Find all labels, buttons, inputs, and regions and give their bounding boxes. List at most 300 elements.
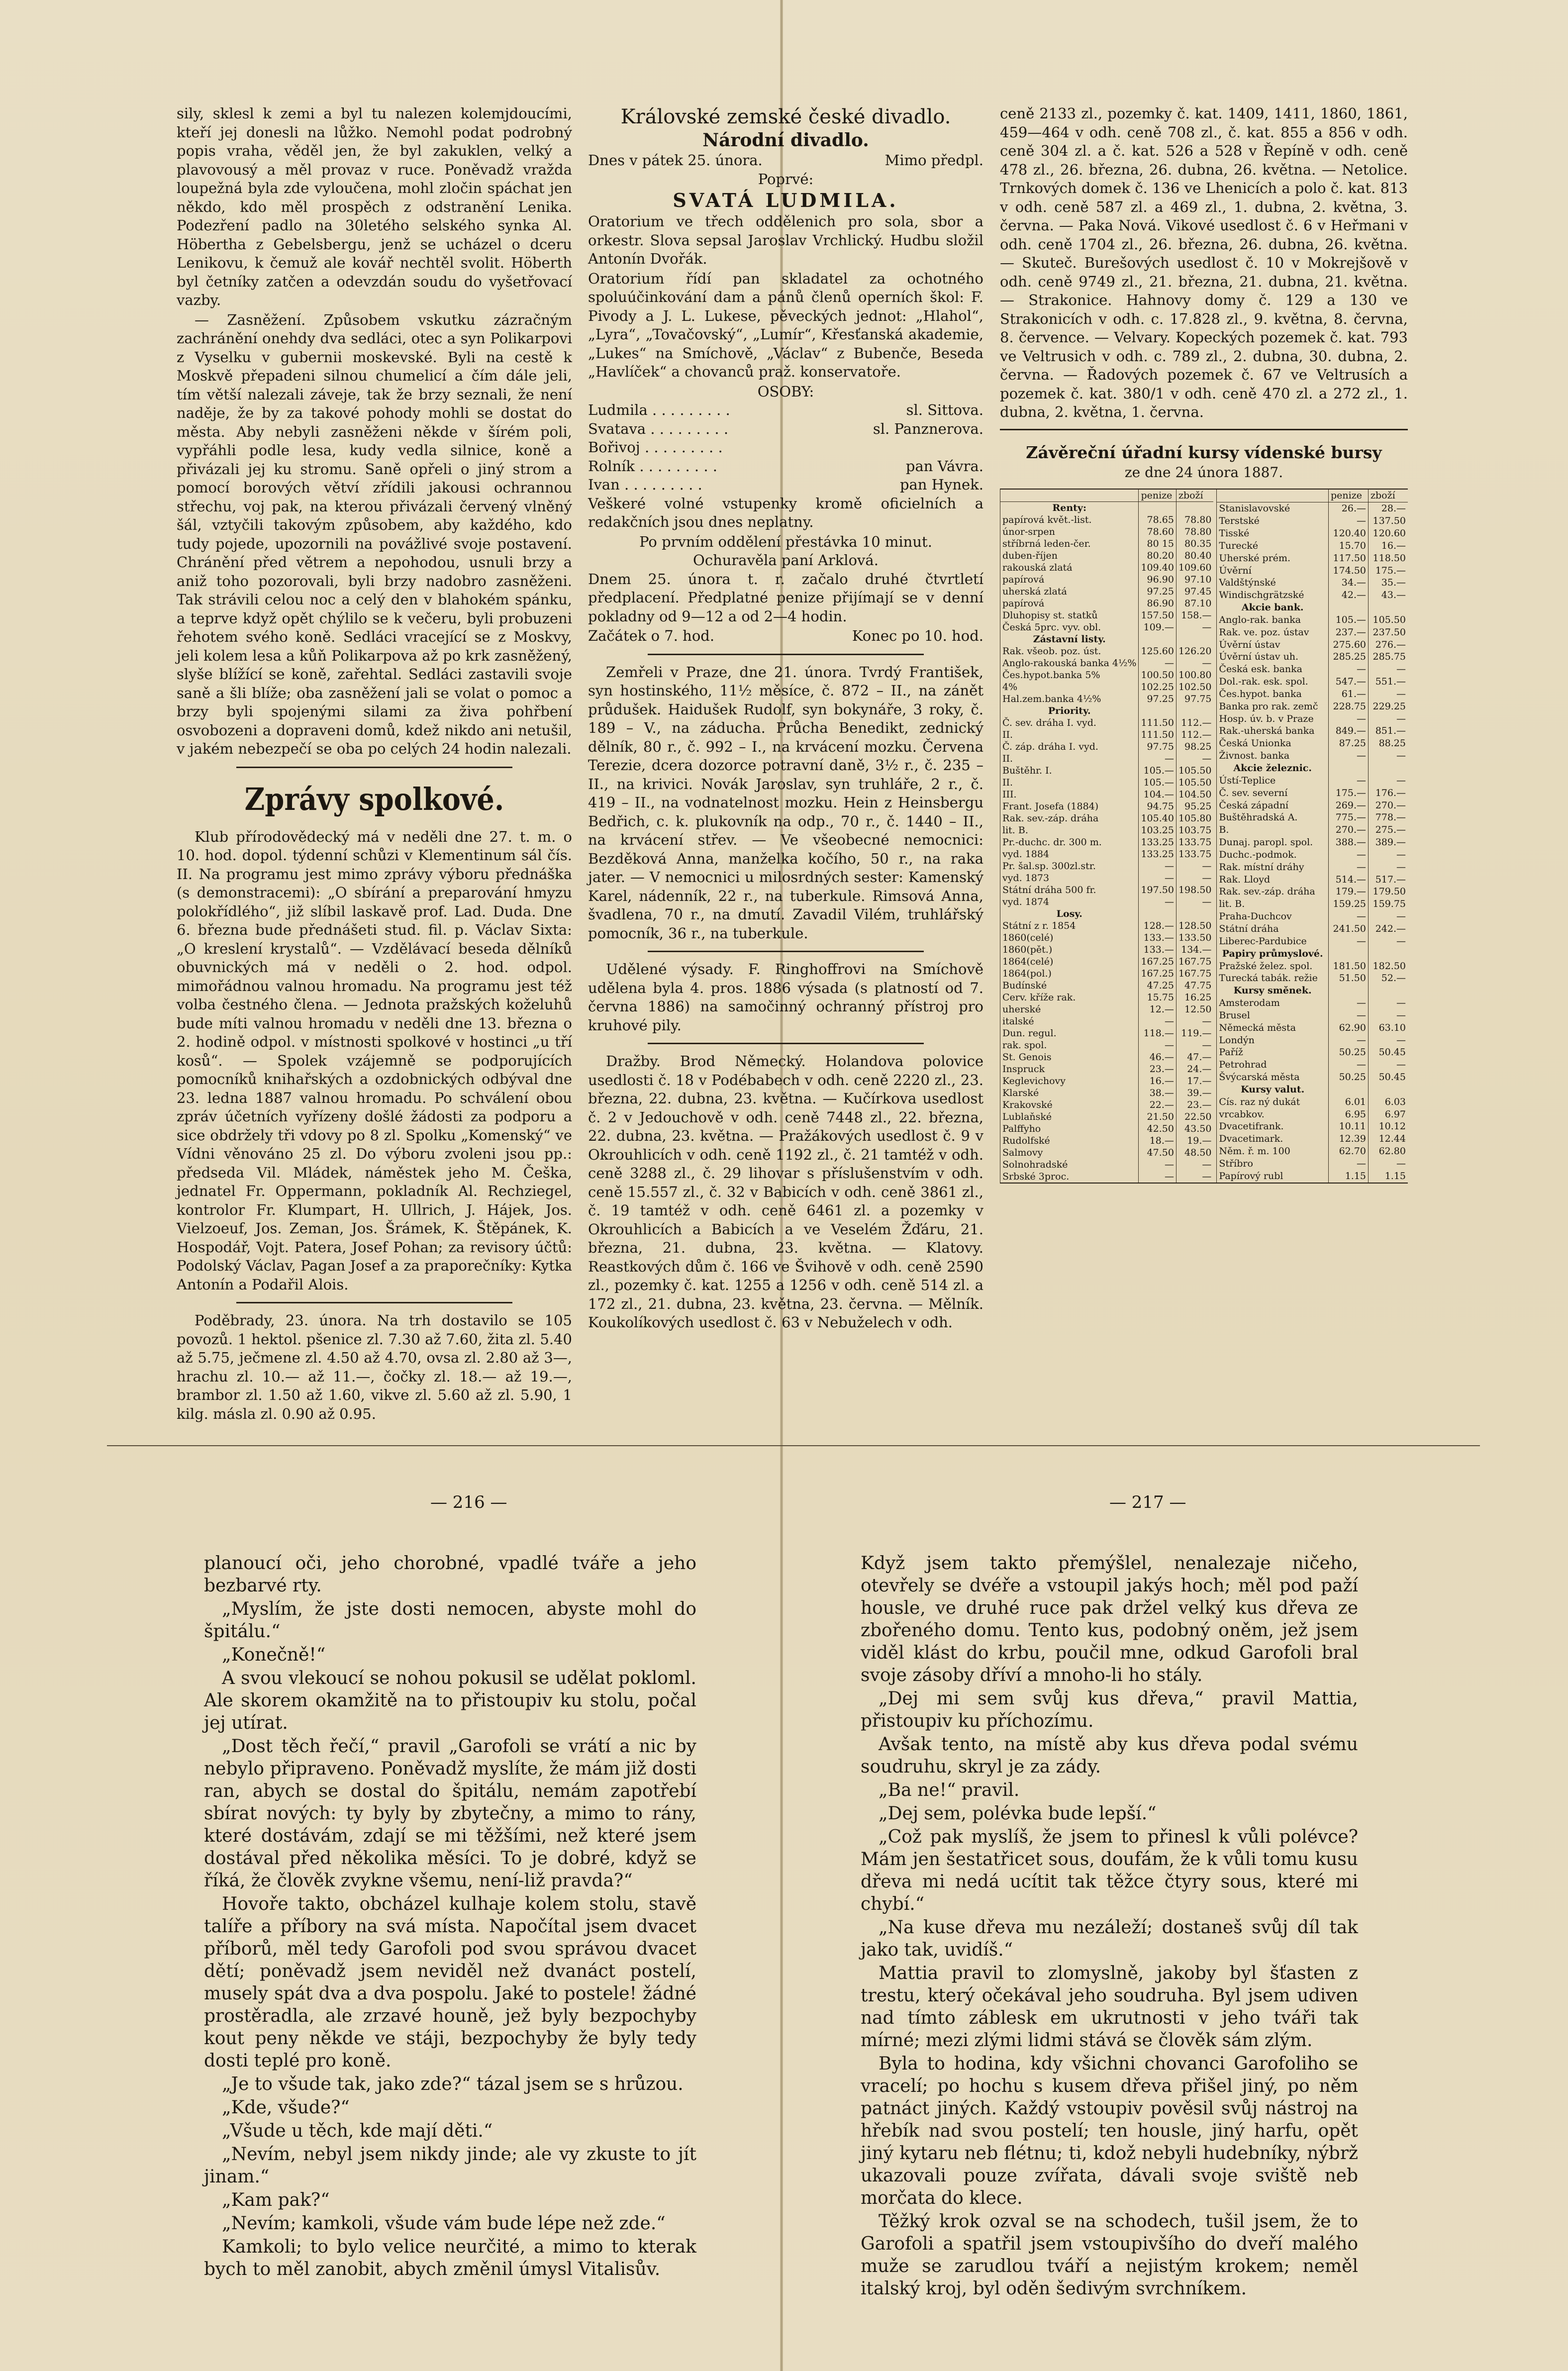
bursa-value: 39.— bbox=[1176, 1087, 1213, 1099]
bursa-item: Buštěhr. I. bbox=[1000, 765, 1139, 777]
bursa-row bbox=[1000, 1015, 1214, 1027]
illness-note: Ochuravěla paní Arklová. bbox=[693, 552, 879, 569]
bursa-row bbox=[1000, 514, 1214, 526]
bursa-value: 62.90 bbox=[1328, 1021, 1368, 1034]
bursa-item: 1860(celé) bbox=[1000, 932, 1139, 944]
bursa-row bbox=[1217, 564, 1408, 577]
bursa-item: Keglevichovy bbox=[1000, 1075, 1139, 1087]
bursa-value bbox=[1139, 502, 1176, 514]
bursa-value: 197.50 bbox=[1139, 884, 1176, 896]
bursa-value: 112.— bbox=[1176, 729, 1213, 741]
bursa-item: II. bbox=[1000, 777, 1139, 789]
bursa-value: 118.— bbox=[1139, 1027, 1176, 1039]
bursa-value: — bbox=[1369, 861, 1408, 873]
pause-note: Po prvním oddělení přestávka 10 minut. bbox=[639, 533, 932, 550]
bursa-value: 43.50 bbox=[1176, 1123, 1213, 1135]
bursa-header-cell: zboží bbox=[1176, 490, 1213, 502]
bursa-value: 133.75 bbox=[1176, 836, 1213, 848]
bursa-item: Kursy valut. bbox=[1217, 1084, 1329, 1096]
bursa-item: Státní dráha bbox=[1217, 923, 1329, 935]
bursa-row bbox=[1000, 1147, 1214, 1159]
bursa-item: II. bbox=[1000, 753, 1139, 765]
bursa-value: 111.50 bbox=[1139, 729, 1176, 741]
bursa-value: 80.40 bbox=[1176, 550, 1213, 562]
bursa-value: 12.39 bbox=[1328, 1133, 1368, 1145]
story-paragraph: „Což pak myslíš, že jsem to přinesl k vůli polévce? Mám jen šestatřicet sous, doufám, že k vůli tomu kusu dřeva mi nedá ucítit tak těžce čtyry sous, které mi chybí.“ bbox=[861, 1827, 1358, 1914]
bursa-item: Valdštýnské bbox=[1217, 577, 1329, 589]
bursa-row bbox=[1000, 1171, 1214, 1183]
bursa-row bbox=[1000, 812, 1214, 824]
bursa-row bbox=[1217, 836, 1408, 849]
bursa-value: 78.80 bbox=[1176, 526, 1213, 538]
bursa-row bbox=[1000, 1135, 1214, 1147]
story-paragraph: Těžký krok ozval se na schodech, tušil jsem, že to Garofoli a spatřil jsem vstoupivšího do dveří malého muže se zarudlou tváří a nejistým krokem; neměl italský kroj, byl oděn šedivým svrchníkem. bbox=[861, 2211, 1358, 2299]
bursa-item: Brusel bbox=[1217, 1009, 1329, 1021]
bursa-row bbox=[1217, 762, 1408, 775]
bursa-item: Úvěrní bbox=[1217, 564, 1329, 577]
bursa-item: 4% bbox=[1000, 681, 1139, 693]
bursa-item: Banka pro rak. zemč bbox=[1217, 700, 1329, 712]
bursa-value: 80 15 bbox=[1139, 538, 1176, 550]
cast-role: Bořivoj . . . . . . . . . bbox=[588, 439, 723, 456]
bursa-value: 198.50 bbox=[1176, 884, 1213, 896]
bursa-row bbox=[1217, 972, 1408, 985]
divider bbox=[648, 654, 924, 655]
bursa-value: 46.— bbox=[1139, 1051, 1176, 1063]
bursa-row bbox=[1000, 980, 1214, 991]
bursa-value: 12.50 bbox=[1176, 1003, 1213, 1015]
upper-column-1 bbox=[177, 104, 572, 1422]
bursa-item: Švýcarská města bbox=[1217, 1071, 1329, 1084]
bursa-row bbox=[1217, 861, 1408, 873]
bursa-value: 43.— bbox=[1369, 589, 1408, 601]
bursa-value: 276.— bbox=[1369, 638, 1408, 651]
bursa-row bbox=[1217, 799, 1408, 811]
story-paragraph: planoucí oči, jeho chorobné, vpadlé tváře a jeho bezbarvé rty. bbox=[204, 1553, 696, 1596]
bursa-item: Stříbro bbox=[1217, 1158, 1329, 1170]
story-paragraph: „Dej sem, polévka bude lepší.“ bbox=[879, 1803, 1157, 1824]
bursa-item: vrcabkov. bbox=[1217, 1108, 1329, 1120]
story-paragraph: Hovoře takto, obcházel kulhaje kolem stolu, stavě talíře a příbory na svá místa. Napočítal jsem dvacet příborů, měl tedy Garofoli pod svou správou dvacet dětí; poněvadž jsem neviděl než dvanáct postelí, musely spát dva a dva pospolu. Jaké to postele! žádné prostěradla, ale zrzavé houně, jež byly bezpochyby kout peny někde ve stáji, bezpochyby že byly tedy dosti teplé pro koně. bbox=[204, 1894, 696, 2071]
bursa-value: 97.45 bbox=[1176, 586, 1213, 597]
article-podebrady: Poděbrady, 23. února. Na trh dostavilo se 105 povozů. 1 hektol. pšenice zl. 7.30 až 7.60, žita zl. 5.40 až 5.75, ječmene zl. 4.50 až 4.70, ovsa zl. 2.80 až 3—, hrachu zl. 10.— až 11.—, čočky zl. 18.— až 19.—, brambor zl. 1.50 až 1.60, vikve zl. 5.60 až zl. 5.90, 1 kilg. másla zl. 0.90 až 0.95. bbox=[177, 1312, 572, 1422]
bursa-value: 105.50 bbox=[1176, 765, 1213, 777]
bursa-item: Pr. šal.sp. 300zl.str. bbox=[1000, 860, 1139, 872]
bursa-item: II. bbox=[1000, 729, 1139, 741]
bursa-value: 97.75 bbox=[1176, 693, 1213, 705]
story-paragraph: Avšak tento, na místě aby kus dřeva podal svému soudruhu, skryl je za zády. bbox=[861, 1734, 1358, 1777]
premiere-label: Poprvé: bbox=[758, 170, 814, 188]
bursa-row bbox=[1217, 1046, 1408, 1059]
bursa-item: Terstské bbox=[1217, 515, 1329, 527]
bursa-value: 104.50 bbox=[1176, 789, 1213, 800]
bursa-value: 159.75 bbox=[1369, 898, 1408, 910]
bursa-value: — bbox=[1369, 712, 1408, 725]
bursa-item: Dol.-rak. esk. spol. bbox=[1217, 676, 1329, 688]
bursa-item: Česká esk. banka bbox=[1217, 663, 1329, 676]
bursa-value: 514.— bbox=[1328, 873, 1368, 886]
bursa-value: 47.50 bbox=[1139, 1147, 1176, 1159]
bursa-row bbox=[1217, 1145, 1408, 1158]
bursa-row bbox=[1217, 774, 1408, 787]
story-paragraph: Kamkoli; to bylo velice neurčité, a mimo to kterak bych to měl zanobit, abych změnil úmysl Vitalisův. bbox=[204, 2237, 696, 2279]
cast-row bbox=[588, 476, 983, 494]
story-paragraph: Když jsem takto přemýšlel, nenalezaje ničeho, otevřely se dvéře a vstoupil jakýs hoch; měl pod paží housle, ve druhé ruce pak držel velký kus dřeva ze zbořeného domu. Tento kus, podobný oněm, jež jsem viděl klást do krbu, poučil mne, odkud Garofoli bral svoje zásoby dříví a mnoho-li ho stály. bbox=[861, 1553, 1358, 1685]
bursa-item: Priority. bbox=[1000, 705, 1139, 717]
cast-actor: pan Vávra. bbox=[905, 457, 983, 475]
bursa-value: 181.50 bbox=[1328, 960, 1368, 972]
bursa-value: — bbox=[1369, 849, 1408, 861]
bursa-row bbox=[1217, 651, 1408, 663]
cast-row bbox=[588, 438, 983, 457]
bursa-item: Rak.-uherská banka bbox=[1217, 725, 1329, 737]
bursa-value: 104.— bbox=[1139, 789, 1176, 800]
bursa-value: 851.— bbox=[1369, 725, 1408, 737]
bursa-item: Úvěrní ústav uh. bbox=[1217, 651, 1329, 663]
divider bbox=[236, 767, 512, 768]
story-paragraph: Byla to hodina, kdy všichni chovanci Garofoliho se vracelí; po hochu s kusem dřeva přišel jiný, po něm patnáct jiných. Každý vstoupiv pověsil svůj nástroj na hřebík nad svou postelí; ten housle, jiný harfu, opět jiný kytaru neb flétnu; ti, kdož nebyli hudebníky, nýbrž ukazovali pouze zvířata, dávali svoje sviště neb morčata do klece. bbox=[861, 2054, 1358, 2208]
bursa-item: Kursy směnek. bbox=[1217, 985, 1329, 997]
article-vysady: Udělené výsady. F. Ringhoffrovi na Smíchově udělena byla 4. pros. 1886 výsada (s platností od 7. června 1886) na samočinný ochranný přístroj pro kruhové pily. bbox=[588, 961, 983, 1034]
bursa-row bbox=[1000, 1159, 1214, 1171]
bursa-value: 6.03 bbox=[1369, 1095, 1408, 1108]
bursa-value: — bbox=[1176, 1159, 1213, 1171]
cast-role: Ivan . . . . . . . . . bbox=[588, 476, 702, 493]
bursa-value bbox=[1139, 705, 1176, 717]
bursa-row bbox=[1217, 552, 1408, 564]
bursa-value: 10.12 bbox=[1369, 1120, 1408, 1133]
bursa-value: — bbox=[1369, 688, 1408, 700]
bursa-row bbox=[1217, 502, 1408, 514]
article-drazby: Dražby. Brod Německý. Holandova polovice usedlosti č. 18 v Podébabech v odh. ceně 2220 zl., 23. března, 22. dubna, 23. května. — Kučírkova usedlost č. 2 v Jedouchově v odh. ceně 7448 zl., 22. března, 22. dubna, 23. května. — Pražákových usedlost č. 9 v Okrouhlicích v odh. ceně 1192 zl., č. 21 tamtéž v odh. ceně 3288 zl., č. 29 lihovar s příslušenstvím v odh. ceně 15.557 zl., č. 32 v Babicích v odh. ceně 3861 zl., č. 19 tamtéž v odh. ceně 6461 zl. a pozemky v Okrouhlicích a Babicích a ve Veselém Žďáru, 21. března, 21. dubna, 23. května. — Klatovy. Reastkových dům č. 166 ve Švihově v odh. ceně 2590 zl., pozemky č. kat. 1255 a 1256 v odh. ceně 514 zl. a 172 zl., 21. dubna, 23. května, 23. června. — Mělník. Koukolíkových usedlost č. 63 v Nebuželech v odh. bbox=[588, 1053, 983, 1331]
bursa-row bbox=[1000, 645, 1214, 657]
bursa-value: 48.50 bbox=[1176, 1147, 1213, 1159]
bursa-item: Dvacetifrank. bbox=[1217, 1120, 1329, 1133]
bursa-item: lit. B. bbox=[1000, 824, 1139, 836]
bursa-row bbox=[1217, 737, 1408, 750]
cast-role: Svatava . . . . . . . . . bbox=[588, 420, 729, 437]
bursa-item: Amsterodam bbox=[1217, 997, 1329, 1009]
bursa-row bbox=[1217, 787, 1408, 799]
bursa-item: Akcie bank. bbox=[1217, 601, 1329, 614]
story-paragraph: „Dej mi sem svůj kus dřeva,“ pravil Mattia, přistoupiv ku příchozímu. bbox=[861, 1688, 1358, 1731]
bursa-row bbox=[1000, 848, 1214, 860]
bursa-value: — bbox=[1328, 997, 1368, 1009]
bursa-row bbox=[1000, 1075, 1214, 1087]
bursa-row bbox=[1217, 935, 1408, 947]
bursa-value: 117.50 bbox=[1328, 552, 1368, 564]
divider bbox=[236, 1302, 512, 1303]
bursa-value: 100.80 bbox=[1176, 669, 1213, 681]
bursa-row bbox=[1000, 681, 1214, 693]
bursa-value: 157.50 bbox=[1139, 609, 1176, 621]
bursa-value: 389.— bbox=[1369, 836, 1408, 849]
bursa-item: Cerv. kříže rak. bbox=[1000, 991, 1139, 1003]
bursa-row bbox=[1000, 896, 1214, 908]
end-time: Konec po 10. hod. bbox=[852, 627, 983, 644]
bursa-value: 22.— bbox=[1139, 1099, 1176, 1111]
bursa-item: Č. sev. dráha I. vyd. bbox=[1000, 717, 1139, 729]
bursa-row bbox=[1000, 693, 1214, 705]
bursa-item: Inspruck bbox=[1000, 1063, 1139, 1075]
bursa-value: 229.25 bbox=[1369, 700, 1408, 712]
story-paragraph: „Nevím, nebyl jsem nikdy jinde; ale vy zkuste to jít jinam.“ bbox=[204, 2144, 696, 2187]
bursa-item: Duchc.-podmok. bbox=[1217, 849, 1329, 861]
bursa-value bbox=[1328, 947, 1368, 960]
bursa-item: papírová bbox=[1000, 597, 1139, 609]
theatre-subtitle: Národní divadlo. bbox=[702, 130, 869, 151]
bursa-value: — bbox=[1139, 872, 1176, 884]
bursa-row bbox=[1000, 669, 1214, 681]
bursa-item: Čes.hypot.banka 5% bbox=[1000, 669, 1139, 681]
bursa-value: 50.25 bbox=[1328, 1071, 1368, 1084]
bursa-item: Paříž bbox=[1217, 1046, 1329, 1059]
bursa-row bbox=[1000, 574, 1214, 586]
story-paragraph: „Na kuse dřeva mu nezáleží; dostaneš svůj díl tak jako tak, uvidíš.“ bbox=[861, 1917, 1358, 1960]
bursa-value: — bbox=[1176, 896, 1213, 908]
bursa-value: 38.— bbox=[1139, 1087, 1176, 1099]
bursa-value: 62.70 bbox=[1328, 1145, 1368, 1158]
bursa-value: 26.— bbox=[1328, 502, 1368, 514]
story-paragraph: „Kde, všude?“ bbox=[222, 2097, 350, 2118]
bursa-value: 105.80 bbox=[1176, 812, 1213, 824]
lead-article: sily, sklesl k zemi a byl tu nalezen kolemjdoucími, kteří jej donesli na lůžko. Nemohl podat podrobný popis vraha, věděl jen, že byl zakuklen, velký a plavovousý a měl provaz v ruce. Poněvadž vražda loupežná byla zde vyloučena, mohl zločin spáchat jen někdo, kdo měl prospěch z odstranění Lenika. Podezření padlo na 30letého selského synka Al. Höbertha z Gebelsbergu, jenž se ucházel o dceru Lenikovu, k čemuž ale kovář nechtěl svolit. Höberth byl četníky zatčen a odevzdán soudu do vyšetřovací vazby. bbox=[177, 105, 572, 308]
bursa-item: Krakovské bbox=[1000, 1099, 1139, 1111]
subscription-note: Dnem 25. února t. r. začalo druhé čtvrtletí předplacení. Předplatné penize přijímají se v denní pokladny od 9—12 a od 2—4 hodin. bbox=[588, 570, 983, 625]
bursa-item: Anglo-rak. banka bbox=[1217, 613, 1329, 626]
bursa-value: 118.50 bbox=[1369, 552, 1408, 564]
lower-page-left bbox=[204, 1552, 696, 2328]
bursa-value: 133.— bbox=[1139, 944, 1176, 956]
bursa-value: 182.50 bbox=[1369, 960, 1408, 972]
bursa-value: 105.— bbox=[1328, 613, 1368, 626]
bursa-value: — bbox=[1176, 1171, 1213, 1183]
bursa-value: — bbox=[1328, 1034, 1368, 1046]
page-number-right: — 217 — bbox=[1109, 1492, 1186, 1512]
bursa-value: 78.60 bbox=[1139, 526, 1176, 538]
cast-row bbox=[588, 420, 983, 439]
bursa-item: Rudolfské bbox=[1000, 1135, 1139, 1147]
bursa-value: — bbox=[1369, 1034, 1408, 1046]
bursa-value: 517.— bbox=[1369, 873, 1408, 886]
bursa-value: 849.— bbox=[1328, 725, 1368, 737]
bursa-row bbox=[1000, 777, 1214, 789]
bursa-row bbox=[1000, 968, 1214, 980]
bursa-value: 50.45 bbox=[1369, 1071, 1408, 1084]
bursa-item: Č. záp. dráha I. vyd. bbox=[1000, 741, 1139, 753]
section-heading-spolkove: Zprávy spolkové. bbox=[244, 781, 504, 817]
bursa-value: — bbox=[1176, 1039, 1213, 1051]
bursa-value: 105.50 bbox=[1369, 613, 1408, 626]
bursa-item: B. bbox=[1217, 824, 1329, 836]
bursa-value: 778.— bbox=[1369, 811, 1408, 824]
bursa-item: Turecká tabák. režie bbox=[1217, 972, 1329, 985]
upper-column-3 bbox=[1000, 104, 1408, 1358]
bursa-date: ze dne 24 února 1887. bbox=[1124, 464, 1283, 481]
bursa-item: St. Genois bbox=[1000, 1051, 1139, 1063]
bursa-row bbox=[1217, 849, 1408, 861]
bursa-value: 94.75 bbox=[1139, 800, 1176, 812]
bursa-value: — bbox=[1328, 910, 1368, 923]
bursa-item: Solnohradské bbox=[1000, 1159, 1139, 1171]
bursa-value: 176.— bbox=[1369, 787, 1408, 799]
bursa-item: Hosp. úv. b. v Praze bbox=[1217, 712, 1329, 725]
bursa-value: — bbox=[1139, 1039, 1176, 1051]
bursa-row bbox=[1000, 991, 1214, 1003]
bursa-value: — bbox=[1328, 849, 1368, 861]
bursa-value: — bbox=[1369, 663, 1408, 676]
bursa-value: — bbox=[1139, 860, 1176, 872]
bursa-header-cell: penize bbox=[1328, 490, 1368, 502]
bursa-row bbox=[1000, 729, 1214, 741]
bursa-value: 125.60 bbox=[1139, 645, 1176, 657]
bursa-row bbox=[1217, 601, 1408, 614]
bursa-row bbox=[1217, 886, 1408, 898]
bursa-value: 86.90 bbox=[1139, 597, 1176, 609]
bursa-row bbox=[1217, 725, 1408, 737]
bursa-item: Stanislavovské bbox=[1217, 502, 1329, 514]
bursa-value: 16.— bbox=[1139, 1075, 1176, 1087]
bursa-value: — bbox=[1139, 1159, 1176, 1171]
bursa-value: 158.— bbox=[1176, 609, 1213, 621]
bursa-value: 120.40 bbox=[1328, 527, 1368, 540]
bursa-value: 35.— bbox=[1369, 577, 1408, 589]
bursa-value: 47.25 bbox=[1139, 980, 1176, 991]
upper-column-2 bbox=[588, 104, 983, 1358]
bursa-value: 97.25 bbox=[1139, 693, 1176, 705]
bursa-item: Salmovy bbox=[1000, 1147, 1139, 1159]
bursa-value: 133.25 bbox=[1139, 836, 1176, 848]
bursa-value: — bbox=[1328, 515, 1368, 527]
bursa-row bbox=[1217, 997, 1408, 1009]
bursa-header-cell: zboží bbox=[1369, 490, 1408, 502]
bursa-value: — bbox=[1328, 935, 1368, 947]
bursa-tables bbox=[1000, 489, 1408, 1184]
bursa-item: rakouská zlatá bbox=[1000, 562, 1139, 574]
bursa-value: 242.— bbox=[1369, 923, 1408, 935]
bursa-item: Cís. raz ný dukát bbox=[1217, 1095, 1329, 1108]
bursa-value: — bbox=[1328, 1059, 1368, 1071]
bursa-value: 63.10 bbox=[1369, 1021, 1408, 1034]
cast-actor: pan Hynek. bbox=[899, 476, 983, 493]
bursa-value: 28.— bbox=[1369, 502, 1408, 514]
bursa-value: 102.50 bbox=[1176, 681, 1213, 693]
bursa-row bbox=[1000, 836, 1214, 848]
bursa-item: Papiry průmyslové. bbox=[1217, 947, 1329, 960]
bursa-value: 179.— bbox=[1328, 886, 1368, 898]
bursa-item: Č. sev. severní bbox=[1217, 787, 1329, 799]
bursa-item: Klarské bbox=[1000, 1087, 1139, 1099]
bursa-row bbox=[1000, 824, 1214, 836]
bursa-value: — bbox=[1139, 753, 1176, 765]
bursa-item: lit. B. bbox=[1217, 898, 1329, 910]
article-klub: Klub přírodovědecký má v neděli dne 27. t. m. o 10. hod. dopol. týdenní schůzi v Klementinum sál čís. II. Na programu jest mimo zprávy výboru přednáška (s demonstracemi): „O sbírání a preparování hmyzu polokřídlého“, již slíbil laskavě prof. Lad. Duda. Dne 6. března bude přednášeti stud. fil. p. Václav Sixta: „O kreslení krystalů“. — Vzdělávací beseda dělníků obuvnických má v neděli o 2. hod. odpol. mimořádnou valnou hromadu. Na programu jest též volba čestného člena. — Jednota pražských koželuhů bude míti valnou hromadu v neděli dne 13. března o 2. hodině odpol. v místnosti spolkové v hostinci „u tří kosů“. — Spolek vzájemně se podporujících pomocníků knihařských a ozdobnických odbýval dne 23. ledna 1887 valnou hromadu. Po schválení obou zpráv účetních vyřízeny došlé žádosti za podporu a sice obdržely tři vdovy po 8 zl. Spolku „Komenský“ ve Vídni věnováno 25 zl. Do výboru zvoleni jsou pp.: předseda Vil. Mládek, náměstek jeho M. Češka, jednatel Fr. Oppermann, pokladník Al. Rechziegel, kontrolor Fr. Klumpart, H. Ullrich, J. Hájek, Jos. Vielzoeuf, Jos. Zeman, Jos. Šrámek, K. Štěpánek, K. Hospodář, Vojt. Patera, Josef Pohan; za revisory účtů: Podolský Václav, Pagan Josef a za praporečníky: Kytka Antonín a Podařil Alois. bbox=[177, 828, 572, 1293]
story-paragraph: „Nevím; kamkoli, všude vám bude lépe než zde.“ bbox=[222, 2213, 666, 2234]
lower-page-right bbox=[861, 1552, 1358, 2328]
bursa-item: Státní z r. 1854 bbox=[1000, 920, 1139, 932]
bursa-item: vyd. 1884 bbox=[1000, 848, 1139, 860]
bursa-value: 50.25 bbox=[1328, 1046, 1368, 1059]
bursa-item: Petrohrad bbox=[1217, 1059, 1329, 1071]
bursa-row bbox=[1000, 860, 1214, 872]
bursa-item: papírová květ.-list. bbox=[1000, 514, 1139, 526]
bursa-item: Rak. všeob. poz. úst. bbox=[1000, 645, 1139, 657]
page-number-left: — 216 — bbox=[430, 1492, 507, 1512]
bursa-value: 98.25 bbox=[1176, 741, 1213, 753]
bursa-value: 78.65 bbox=[1139, 514, 1176, 526]
bursa-row bbox=[1000, 502, 1214, 514]
bursa-value: 551.— bbox=[1369, 676, 1408, 688]
cast-row bbox=[588, 457, 983, 476]
bursa-value: 88.25 bbox=[1369, 737, 1408, 750]
bursa-row bbox=[1000, 908, 1214, 920]
bursa-value: 17.— bbox=[1176, 1075, 1213, 1087]
bursa-value: 175.— bbox=[1369, 564, 1408, 577]
bursa-item: Rak. ve. poz. ústav bbox=[1217, 626, 1329, 638]
bursa-value: 269.— bbox=[1328, 799, 1368, 811]
bursa-row bbox=[1217, 898, 1408, 910]
bursa-item: Česká západní bbox=[1217, 799, 1329, 811]
bursa-row bbox=[1217, 688, 1408, 700]
start-time: Začátek o 7. hod. bbox=[588, 627, 715, 644]
bursa-value: 237.50 bbox=[1369, 626, 1408, 638]
bursa-row bbox=[1217, 676, 1408, 688]
bursa-row bbox=[1217, 1071, 1408, 1084]
bursa-value: 174.50 bbox=[1328, 564, 1368, 577]
bursa-value: 52.— bbox=[1369, 972, 1408, 985]
bursa-value: 109.60 bbox=[1176, 562, 1213, 574]
bursa-table-right bbox=[1216, 490, 1408, 1183]
bursa-value bbox=[1139, 908, 1176, 920]
bursa-item: Papírový rubl bbox=[1217, 1170, 1329, 1183]
bursa-value: 6.97 bbox=[1369, 1108, 1408, 1120]
cast-actor: sl. Panznerova. bbox=[873, 420, 983, 437]
bursa-item: uherská zlatá bbox=[1000, 586, 1139, 597]
bursa-row bbox=[1000, 550, 1214, 562]
bursa-row bbox=[1000, 789, 1214, 800]
bursa-value: 237.— bbox=[1328, 626, 1368, 638]
bursa-value: 270.— bbox=[1369, 799, 1408, 811]
bursa-row bbox=[1000, 609, 1214, 621]
bursa-item: Dun. regul. bbox=[1000, 1027, 1139, 1039]
bursa-row bbox=[1217, 527, 1408, 540]
bursa-value: — bbox=[1369, 1009, 1408, 1021]
bursa-item: uherské bbox=[1000, 1003, 1139, 1015]
bursa-row bbox=[1217, 1009, 1408, 1021]
bursa-value: 100.50 bbox=[1139, 669, 1176, 681]
bursa-item: Dluhopisy st. statků bbox=[1000, 609, 1139, 621]
bursa-item: Dvacetimark. bbox=[1217, 1133, 1329, 1145]
bursa-item: Losy. bbox=[1000, 908, 1139, 920]
bursa-row bbox=[1217, 1108, 1408, 1120]
bursa-value: 97.10 bbox=[1176, 574, 1213, 586]
bursa-value: 22.50 bbox=[1176, 1111, 1213, 1123]
bursa-value: 133.50 bbox=[1176, 932, 1213, 944]
bursa-value: 159.25 bbox=[1328, 898, 1368, 910]
bursa-item: 1864(pol.) bbox=[1000, 968, 1139, 980]
bursa-value: 105.40 bbox=[1139, 812, 1176, 824]
bursa-row bbox=[1217, 985, 1408, 997]
bursa-row bbox=[1217, 626, 1408, 638]
bursa-item: Renty: bbox=[1000, 502, 1139, 514]
bursa-value: — bbox=[1328, 663, 1368, 676]
bursa-row bbox=[1000, 944, 1214, 956]
story-paragraph: Mattia pravil to zlomyslně, jakoby byl šťasten z trestu, který očekával jeho soudruha. Byl jsem udiven nad tímto záblesk em ukrutnosti v jeho tváři tak mírné; mezi zlými lidmi stává se člověk sám zlým. bbox=[861, 1963, 1358, 2051]
bursa-row bbox=[1000, 562, 1214, 574]
bursa-row bbox=[1217, 1059, 1408, 1071]
cast-row bbox=[588, 401, 983, 420]
bursa-row bbox=[1217, 613, 1408, 626]
